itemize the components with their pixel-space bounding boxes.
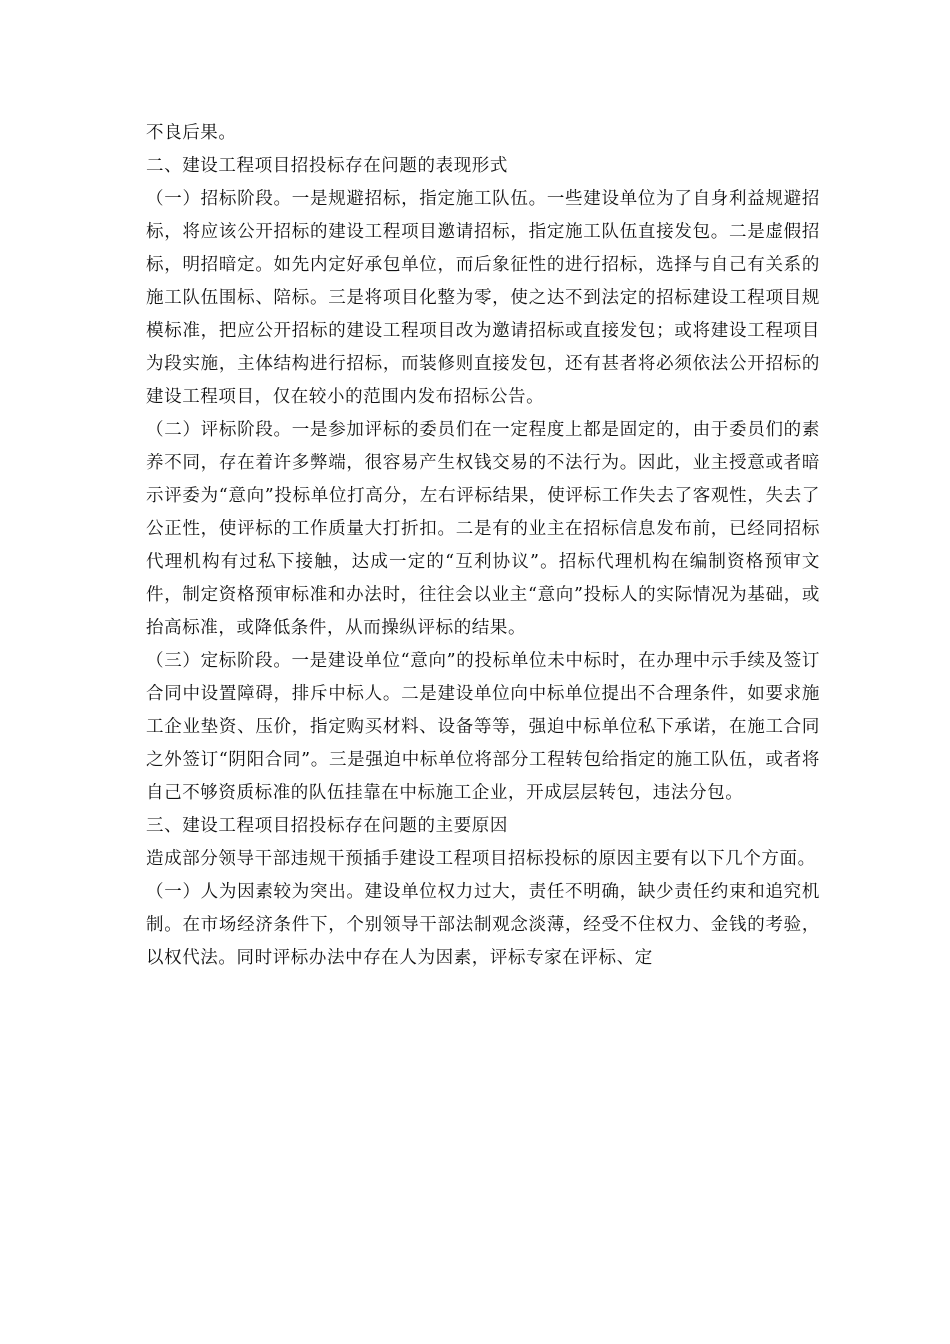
paragraph-evaluation-stage: （二）评标阶段。一是参加评标的委员们在一定程度上都是固定的，由于委员们的素养不同，存在着许多弊端，很容易产生权钱交易的不法行为。因此，业主授意或者暗示评委为“意向”投标单位打高分，左右评标结果，使评标工作失去了客观性，失去了公正性，使评标的工作质量大打折扣。二是有的业主在招标信息发布前，已经同招标代理机构有过私下接触，达成一定的“互利协议”。招标代理机构在编制资格预审文件，制定资格预审标准和办法时，往往会以业主“意向”投标人的实际情况为基础，或抬高标准，或降低条件，从而操纵评标的结果。 — [146, 420, 820, 638]
paragraph-continuation: 不良后果。 — [146, 123, 237, 143]
paragraph-human-factors: （一）人为因素较为突出。建设单位权力过大，责任不明确，缺少责任约束和追究机制。在市场经济条件下，个别领导干部法制观念淡薄，经受不住权力、金钱的考验，以权代法。同时评标办法中存在人为因素，评标专家在评标、定 — [146, 882, 820, 968]
document-body — [146, 117, 820, 975]
paragraph-award-stage: （三）定标阶段。一是建设单位“意向”的投标单位未中标时，在办理中示手续及签订合同中设置障碍，排斥中标人。二是建设单位向中标单位提出不合理条件，如要求施工企业垫资、压价，指定购买材料、设备等等，强迫中标单位私下承诺，在施工合同之外签订“阴阳合同”。三是强迫中标单位将部分工程转包给指定的施工队伍，或者将自己不够资质标准的队伍挂靠在中标施工企业，开成层层转包，违法分包。 — [146, 651, 820, 803]
section-heading-3: 三、建设工程项目招投标存在问题的主要原因 — [146, 816, 508, 836]
paragraph-bidding-stage: （一）招标阶段。一是规避招标，指定施工队伍。一些建设单位为了自身利益规避招标，将应该公开招标的建设工程项目邀请招标，指定施工队伍直接发包。二是虚假招标，明招暗定。如先内定好承包单位，而后象征性的进行招标，选择与自己有关系的施工队伍围标、陪标。三是将项目化整为零，使之达不到法定的招标建设工程项目规模标准，把应公开招标的建设工程项目改为邀请招标或直接发包；或将建设工程项目为段实施，主体结构进行招标，而装修则直接发包，还有甚者将必须依法公开招标的建设工程项目，仅在较小的范围内发布招标公告。 — [146, 189, 820, 407]
paragraph-causes-intro: 造成部分领导干部违规干预插手建设工程项目招标投标的原因主要有以下几个方面。 — [146, 849, 816, 869]
section-heading-2: 二、建设工程项目招投标存在问题的表现形式 — [146, 156, 508, 176]
